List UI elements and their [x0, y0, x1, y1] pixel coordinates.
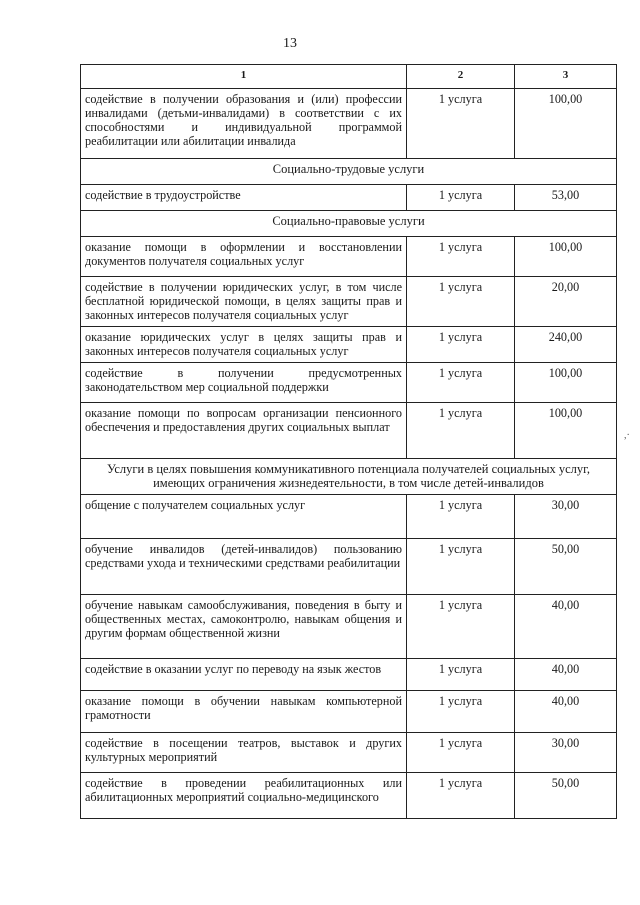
service-row — [81, 363, 617, 403]
service-row — [81, 237, 617, 277]
service-price: 40,00 — [515, 691, 617, 733]
service-unit: 1 услуга — [407, 277, 515, 327]
service-row — [81, 185, 617, 211]
service-price: 100,00 — [515, 89, 617, 159]
column-header-2: 2 — [407, 65, 515, 89]
service-row — [81, 277, 617, 327]
service-row — [81, 595, 617, 659]
service-price: 53,00 — [515, 185, 617, 211]
section-title: Социально-трудовые услуги — [81, 159, 617, 185]
service-price: 240,00 — [515, 327, 617, 363]
service-row — [81, 691, 617, 733]
service-price: 100,00 — [515, 237, 617, 277]
column-header-1: 1 — [81, 65, 407, 89]
service-price: 20,00 — [515, 277, 617, 327]
service-row — [81, 327, 617, 363]
service-unit: 1 услуга — [407, 539, 515, 595]
service-name: содействие в получении юридических услуг, в том числе бесплатной юридической помощи, в целях защиты прав и законных интересов получателя социальных услуг — [81, 277, 407, 327]
service-name: оказание юридических услуг в целях защиты прав и законных интересов получателя социальных услуг — [81, 327, 407, 363]
service-price: 100,00 — [515, 363, 617, 403]
service-unit: 1 услуга — [407, 327, 515, 363]
section-heading-row — [81, 159, 617, 185]
service-price: 40,00 — [515, 659, 617, 691]
service-name: обучение навыкам самообслуживания, поведения в быту и общественных местах, самоконтролю, навыкам общения и другим формам общественной жизни — [81, 595, 407, 659]
service-name: содействие в получении предусмотренных законодательством мер социальной поддержки — [81, 363, 407, 403]
service-name: общение с получателем социальных услуг — [81, 495, 407, 539]
service-row — [81, 89, 617, 159]
service-row — [81, 733, 617, 773]
service-name: содействие в трудоустройстве — [81, 185, 407, 211]
service-price: 100,00 — [515, 403, 617, 459]
service-unit: 1 услуга — [407, 773, 515, 819]
service-unit: 1 услуга — [407, 403, 515, 459]
service-unit: 1 услуга — [407, 595, 515, 659]
service-price: 50,00 — [515, 773, 617, 819]
service-price: 30,00 — [515, 733, 617, 773]
service-name: содействие в получении образования и (или) профессии инвалидами (детьми-инвалидами) в соответствии с их способностями и индивидуальной программой реабилитации или абилитации инвалида — [81, 89, 407, 159]
service-name: оказание помощи в оформлении и восстановлении документов получателя социальных услуг — [81, 237, 407, 277]
service-price: 40,00 — [515, 595, 617, 659]
service-unit: 1 услуга — [407, 659, 515, 691]
services-price-table — [80, 64, 617, 819]
service-name: содействие в посещении театров, выставок и других культурных мероприятий — [81, 733, 407, 773]
service-name: обучение инвалидов (детей-инвалидов) пользованию средствами ухода и техническими средствами реабилитации — [81, 539, 407, 595]
column-header-3: 3 — [515, 65, 617, 89]
service-unit: 1 услуга — [407, 733, 515, 773]
service-unit: 1 услуга — [407, 363, 515, 403]
service-unit: 1 услуга — [407, 237, 515, 277]
service-name: оказание помощи по вопросам организации пенсионного обеспечения и предоставления других социальных выплат — [81, 403, 407, 459]
section-heading-row — [81, 459, 617, 495]
service-price: 50,00 — [515, 539, 617, 595]
service-row — [81, 403, 617, 459]
service-unit: 1 услуга — [407, 691, 515, 733]
table-header-row — [81, 65, 617, 89]
service-unit: 1 услуга — [407, 89, 515, 159]
service-row — [81, 539, 617, 595]
service-row — [81, 773, 617, 819]
section-title: Социально-правовые услуги — [81, 211, 617, 237]
margin-pen-mark: ,· — [624, 430, 630, 441]
service-name: содействие в оказании услуг по переводу на язык жестов — [81, 659, 407, 691]
page-number: 13 — [283, 36, 297, 51]
service-unit: 1 услуга — [407, 185, 515, 211]
service-name: оказание помощи в обучении навыкам компьютерной грамотности — [81, 691, 407, 733]
service-row — [81, 495, 617, 539]
service-name: содействие в проведении реабилитационных или абилитационных мероприятий социально-медицинского — [81, 773, 407, 819]
section-heading-row — [81, 211, 617, 237]
section-title: Услуги в целях повышения коммуникативного потенциала получателей социальных услуг, имеющих ограничения жизнедеятельности, в том числе детей-инвалидов — [81, 459, 617, 495]
service-price: 30,00 — [515, 495, 617, 539]
service-unit: 1 услуга — [407, 495, 515, 539]
service-row — [81, 659, 617, 691]
